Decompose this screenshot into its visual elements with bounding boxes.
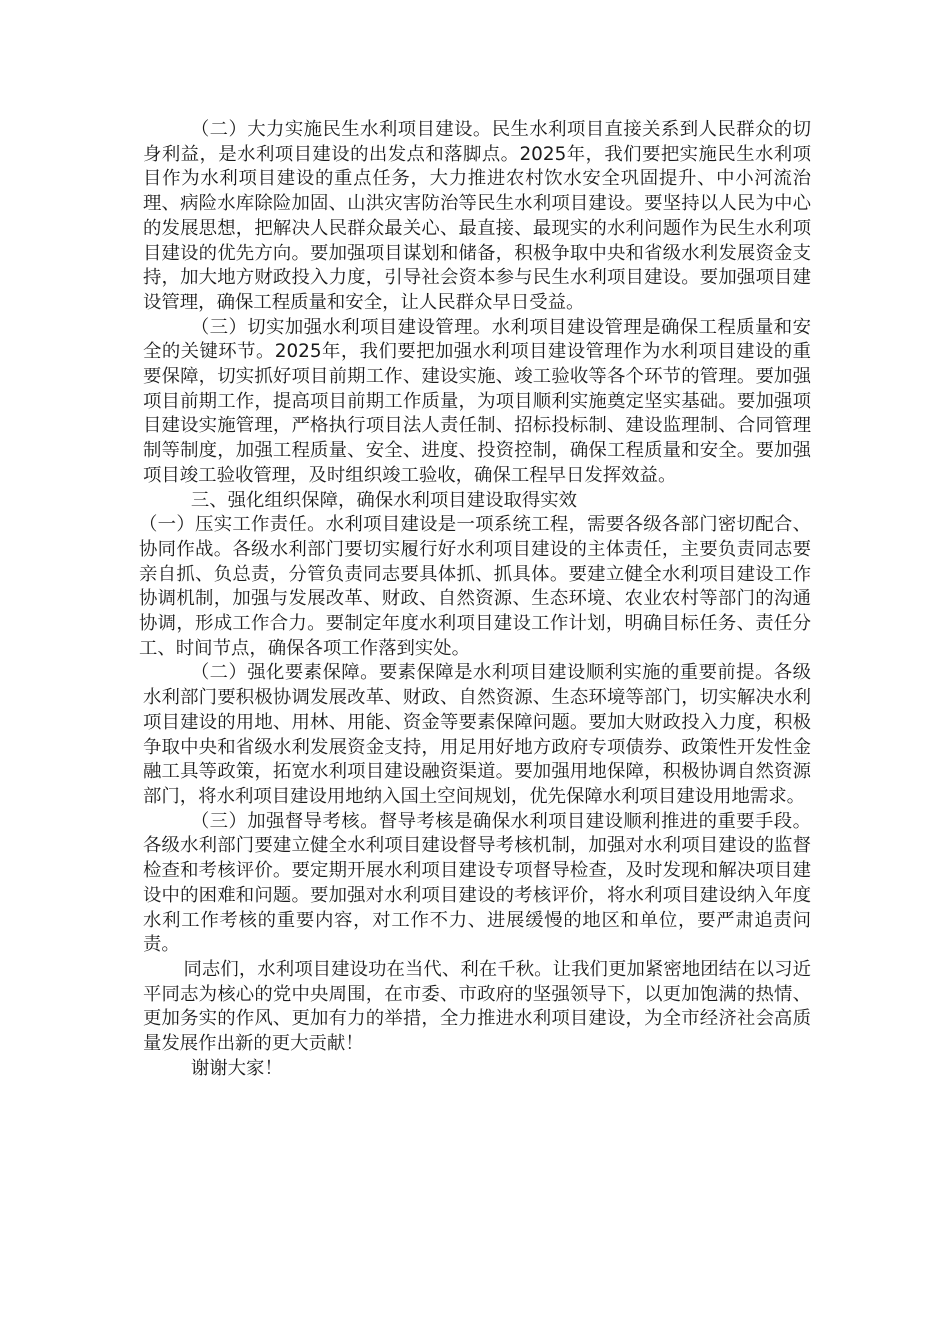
paragraph-project-management: （三）切实加强水利项目建设管理。水利项目建设管理是确保工程质量和安全的关键环节。2025年，我们要把加强水利项目建设管理作为水利项目建设的重要保障，切实抓好项目前期工作、建设实施、竣工验收等各个环节的管理。要加强项目前期工作，提高项目前期工作质量，为项目顺利实施奠定坚实基础。要加强项目建设实施管理，严格执行项目法人责任制、招标投标制、建设监理制、合同管理制等制度，加强工程质量、安全、进度、投资控制，确保工程质量和安全。要加强项目竣工验收管理，及时组织竣工验收，确保工程早日发挥效益。	[143, 316, 811, 486]
paragraph-thanks: 谢谢大家！	[190, 1057, 283, 1079]
paragraph-closing-remarks: 同志们，水利项目建设功在当代、利在千秋。让我们更加紧密地团结在以习近平同志为核心的党中央周围，在市委、市政府的坚强领导下，以更加饱满的热情、更加务实的作风、更加有力的举措，全力推进水利项目建设，为全市经济社会高质量发展作出新的更大贡献！	[143, 958, 811, 1055]
paragraph-supervision-assessment: （三）加强督导考核。督导考核是确保水利项目建设顺利推进的重要手段。各级水利部门要建立健全水利项目建设督导考核机制，加强对水利项目建设的监督检查和考核评价。要定期开展水利项目建设专项督导检查，及时发现和解决项目建设中的困难和问题。要加强对水利项目建设的考核评价，将水利项目建设纳入年度水利工作考核的重要内容，对工作不力、进展缓慢的地区和单位，要严肃追责问责。	[143, 810, 811, 956]
paragraph-livelihood-projects: （二）大力实施民生水利项目建设。民生水利项目直接关系到人民群众的切身利益，是水利项目建设的出发点和落脚点。2025年，我们要把实施民生水利项目作为水利项目建设的重点任务，大力推进农村饮水安全巩固提升、中小河流治理、病险水库除险加固、山洪灾害防治等民生水利项目建设。要坚持以人民为中心的发展思想，把解决人民群众最关心、最直接、最现实的水利问题作为民生水利项目建设的优先方向。要加强项目谋划和储备，积极争取中央和省级水利发展资金支持，加大地方财政投入力度，引导社会资本参与民生水利项目建设。要加强项目建设管理，确保工程质量和安全，让人民群众早日受益。	[143, 119, 811, 313]
section-heading-organizational-guarantee: 三、强化组织保障，确保水利项目建设取得实效	[190, 489, 578, 511]
paragraph-factor-guarantee: （二）强化要素保障。要素保障是水利项目建设顺利实施的重要前提。各级水利部门要积极协调发展改革、财政、自然资源、生态环境等部门，切实解决水利项目建设的用地、用林、用能、资金等要素保障问题。要加大财政投入力度，积极争取中央和省级水利发展资金支持，用足用好地方政府专项债券、政策性开发性金融工具等政策，拓宽水利项目建设融资渠道。要加强用地保障，积极协调自然资源部门，将水利项目建设用地纳入国土空间规划，优先保障水利项目建设用地需求。	[143, 662, 811, 807]
document-body	[139, 118, 811, 1081]
paragraph-work-responsibility: （一）压实工作责任。水利项目建设是一项系统工程，需要各级各部门密切配合、协同作战。各级水利部门要切实履行好水利项目建设的主体责任，主要负责同志要亲自抓、负总责，分管负责同志要具体抓、抓具体。要建立健全水利项目建设工作协调机制，加强与发展改革、财政、自然资源、生态环境、农业农村等部门的沟通协调，形成工作合力。要制定年度水利项目建设工作计划，明确目标任务、责任分工、时间节点，确保各项工作落到实处。	[139, 514, 811, 659]
